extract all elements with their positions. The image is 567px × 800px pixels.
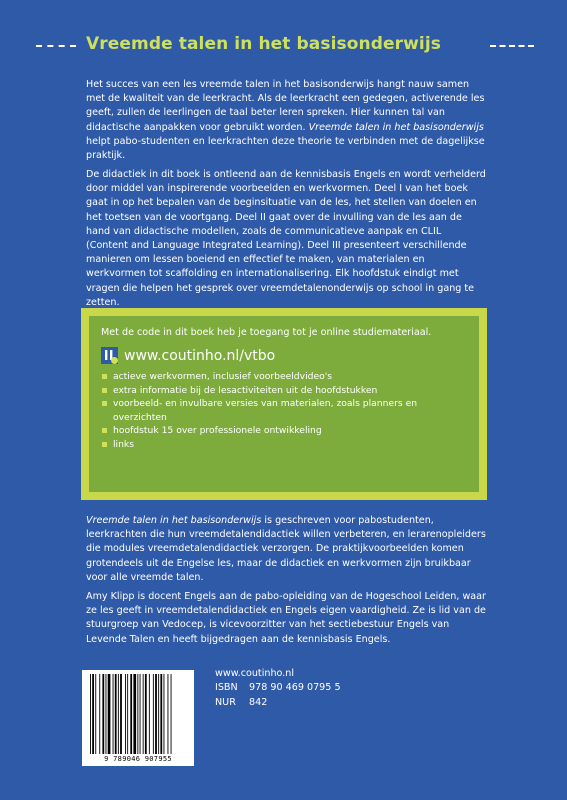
barcode: [82, 670, 194, 766]
barcode-bar: [137, 674, 138, 754]
barcode-bar: [99, 674, 100, 754]
barcode-bar: [158, 674, 159, 754]
barcode-bar: [160, 674, 162, 754]
feature-item: actieve werkvormen, inclusief voorbeeldvideo's: [101, 370, 467, 384]
barcode-bar: [168, 674, 169, 754]
barcode-bar: [113, 674, 114, 754]
feature-item: hoofdstuk 15 over professionele ontwikkeling: [101, 424, 467, 438]
barcode-bar: [155, 674, 157, 754]
intro-paragraph-1: [86, 78, 486, 163]
barcode-bar: [102, 674, 104, 754]
isbn-label: ISBN: [215, 682, 238, 694]
online-material-panel-inner: [89, 316, 479, 492]
barcode-bar: [130, 674, 132, 754]
isbn-row: [215, 681, 341, 695]
barcode-bar: [106, 674, 107, 754]
publisher-website[interactable]: www.coutinho.nl: [215, 668, 295, 679]
panel-intro-text: Met de code in dit boek heb je toegang tot je online studiemateriaal.: [101, 327, 432, 338]
barcode-bar: [127, 674, 128, 754]
barcode-bar: [171, 674, 172, 754]
intro-paragraph-2: De didactiek in dit boek is ontleend aan de kennisbasis Engels en wordt verhelderd door middel van inspirerende voorbeelden en werkvormen. Deel I van het boek gaat in op het bepalen van de beginsituatie van de les, het stellen van doelen en het toetsen van de voortgang. Deel II gaat over de invulling van de les aan de hand van didactische modellen, zoals de communicatieve aanpak en CLIL (Content and Language Integrated Learning). Deel III presenteert verschillende manieren om lessen boeiend en effectief te maken, van materialen en werkvormen tot scaffolding en internationalisering. Elk hoofdstuk eindigt met vragen die helpen het gesprek over vreemdetalenonderwijs op school in gang te zetten.: [86, 169, 486, 308]
barcode-bar: [92, 674, 94, 754]
publisher-website-row: [215, 667, 341, 681]
audience-text: is geschreven voor pabostudenten, leerkrachten die hun vreemdetalendidactiek willen verbeteren, en lerarenopleiders die modules vreemdetalendidactiek verzorgen. De praktijkvoorbeelden komen grotendeels uit de Engelse les, maar de didactiek en werkvormen zijn bruikbaar voor alle vreemde talen.: [86, 515, 486, 583]
barcode-bar: [133, 674, 136, 754]
barcode-bar: [164, 674, 165, 754]
barcode-bar: [108, 674, 111, 754]
barcode-bar: [115, 674, 117, 754]
coutinho-logo-icon: [101, 347, 118, 364]
barcode-bar: [90, 674, 91, 754]
nur-value: 842: [249, 696, 268, 708]
barcode-bars: [86, 674, 190, 754]
barcode-bar: [145, 674, 147, 754]
barcode-bar: [149, 674, 150, 754]
nur-row: [215, 696, 341, 710]
barcode-bar: [140, 674, 141, 754]
title-row: [0, 34, 567, 58]
audience-book-title: Vreemde talen in het basisonderwijs: [86, 515, 262, 526]
feature-list: [101, 370, 467, 452]
feature-item: voorbeeld- en invulbare versies van materialen, zoals planners en overzichten: [101, 397, 467, 424]
barcode-bar: [125, 674, 126, 754]
isbn-value: 978 90 469 0795 5: [249, 682, 341, 694]
title-dash-right: [490, 45, 534, 47]
feature-item: extra informatie bij de lesactiviteiten uit de hoofdstukken: [101, 384, 467, 398]
intro-p1-book-title: Vreemde talen in het basisonderwijs: [308, 121, 484, 133]
audience-paragraph: [86, 514, 486, 585]
author-bio: Amy Klipp is docent Engels aan de pabo-opleiding van de Hogeschool Leiden, waar ze les geeft in vreemdetalendidactiek en Engels eigen vaardigheid. Ze is lid van de stuurgroep van Vedocep, is vicevoorzitter van het sectiebestuur Engels van Levende Talen en heeft bijgedragen aan de kennisbasis Engels.: [86, 591, 486, 645]
barcode-bar: [120, 674, 122, 754]
barcode-bar: [95, 674, 96, 754]
publisher-info: [215, 667, 341, 710]
title-dash-left: [36, 45, 76, 47]
online-material-panel: [81, 308, 487, 500]
barcode-digits: 9 789046 907955: [104, 755, 172, 763]
url-row: [101, 347, 467, 364]
nur-label: NUR: [215, 696, 236, 708]
intro-p1-text-b: helpt pabo-studenten en leerkrachten deze theorie te verbinden met de dagelijkse praktijk.: [86, 135, 485, 162]
book-title: Vreemde talen in het basisonderwijs: [86, 34, 441, 54]
barcode-bar: [118, 674, 119, 754]
barcode-bar: [143, 674, 144, 754]
study-material-url[interactable]: www.coutinho.nl/vtbo: [124, 347, 276, 364]
feature-item: links: [101, 438, 467, 452]
intro-p1-text-a: Het succes van een les vreemde talen in het basisonderwijs hangt nauw samen met de kwaliteit van de leerkracht. Als de leerkracht een gedegen, activerende les geeft, zullen de leerlingen de taal beter leren spreken. Hier kunnen tal van didactische aanpakken voor gebruikt worden.: [86, 79, 485, 133]
barcode-bar: [153, 674, 154, 754]
